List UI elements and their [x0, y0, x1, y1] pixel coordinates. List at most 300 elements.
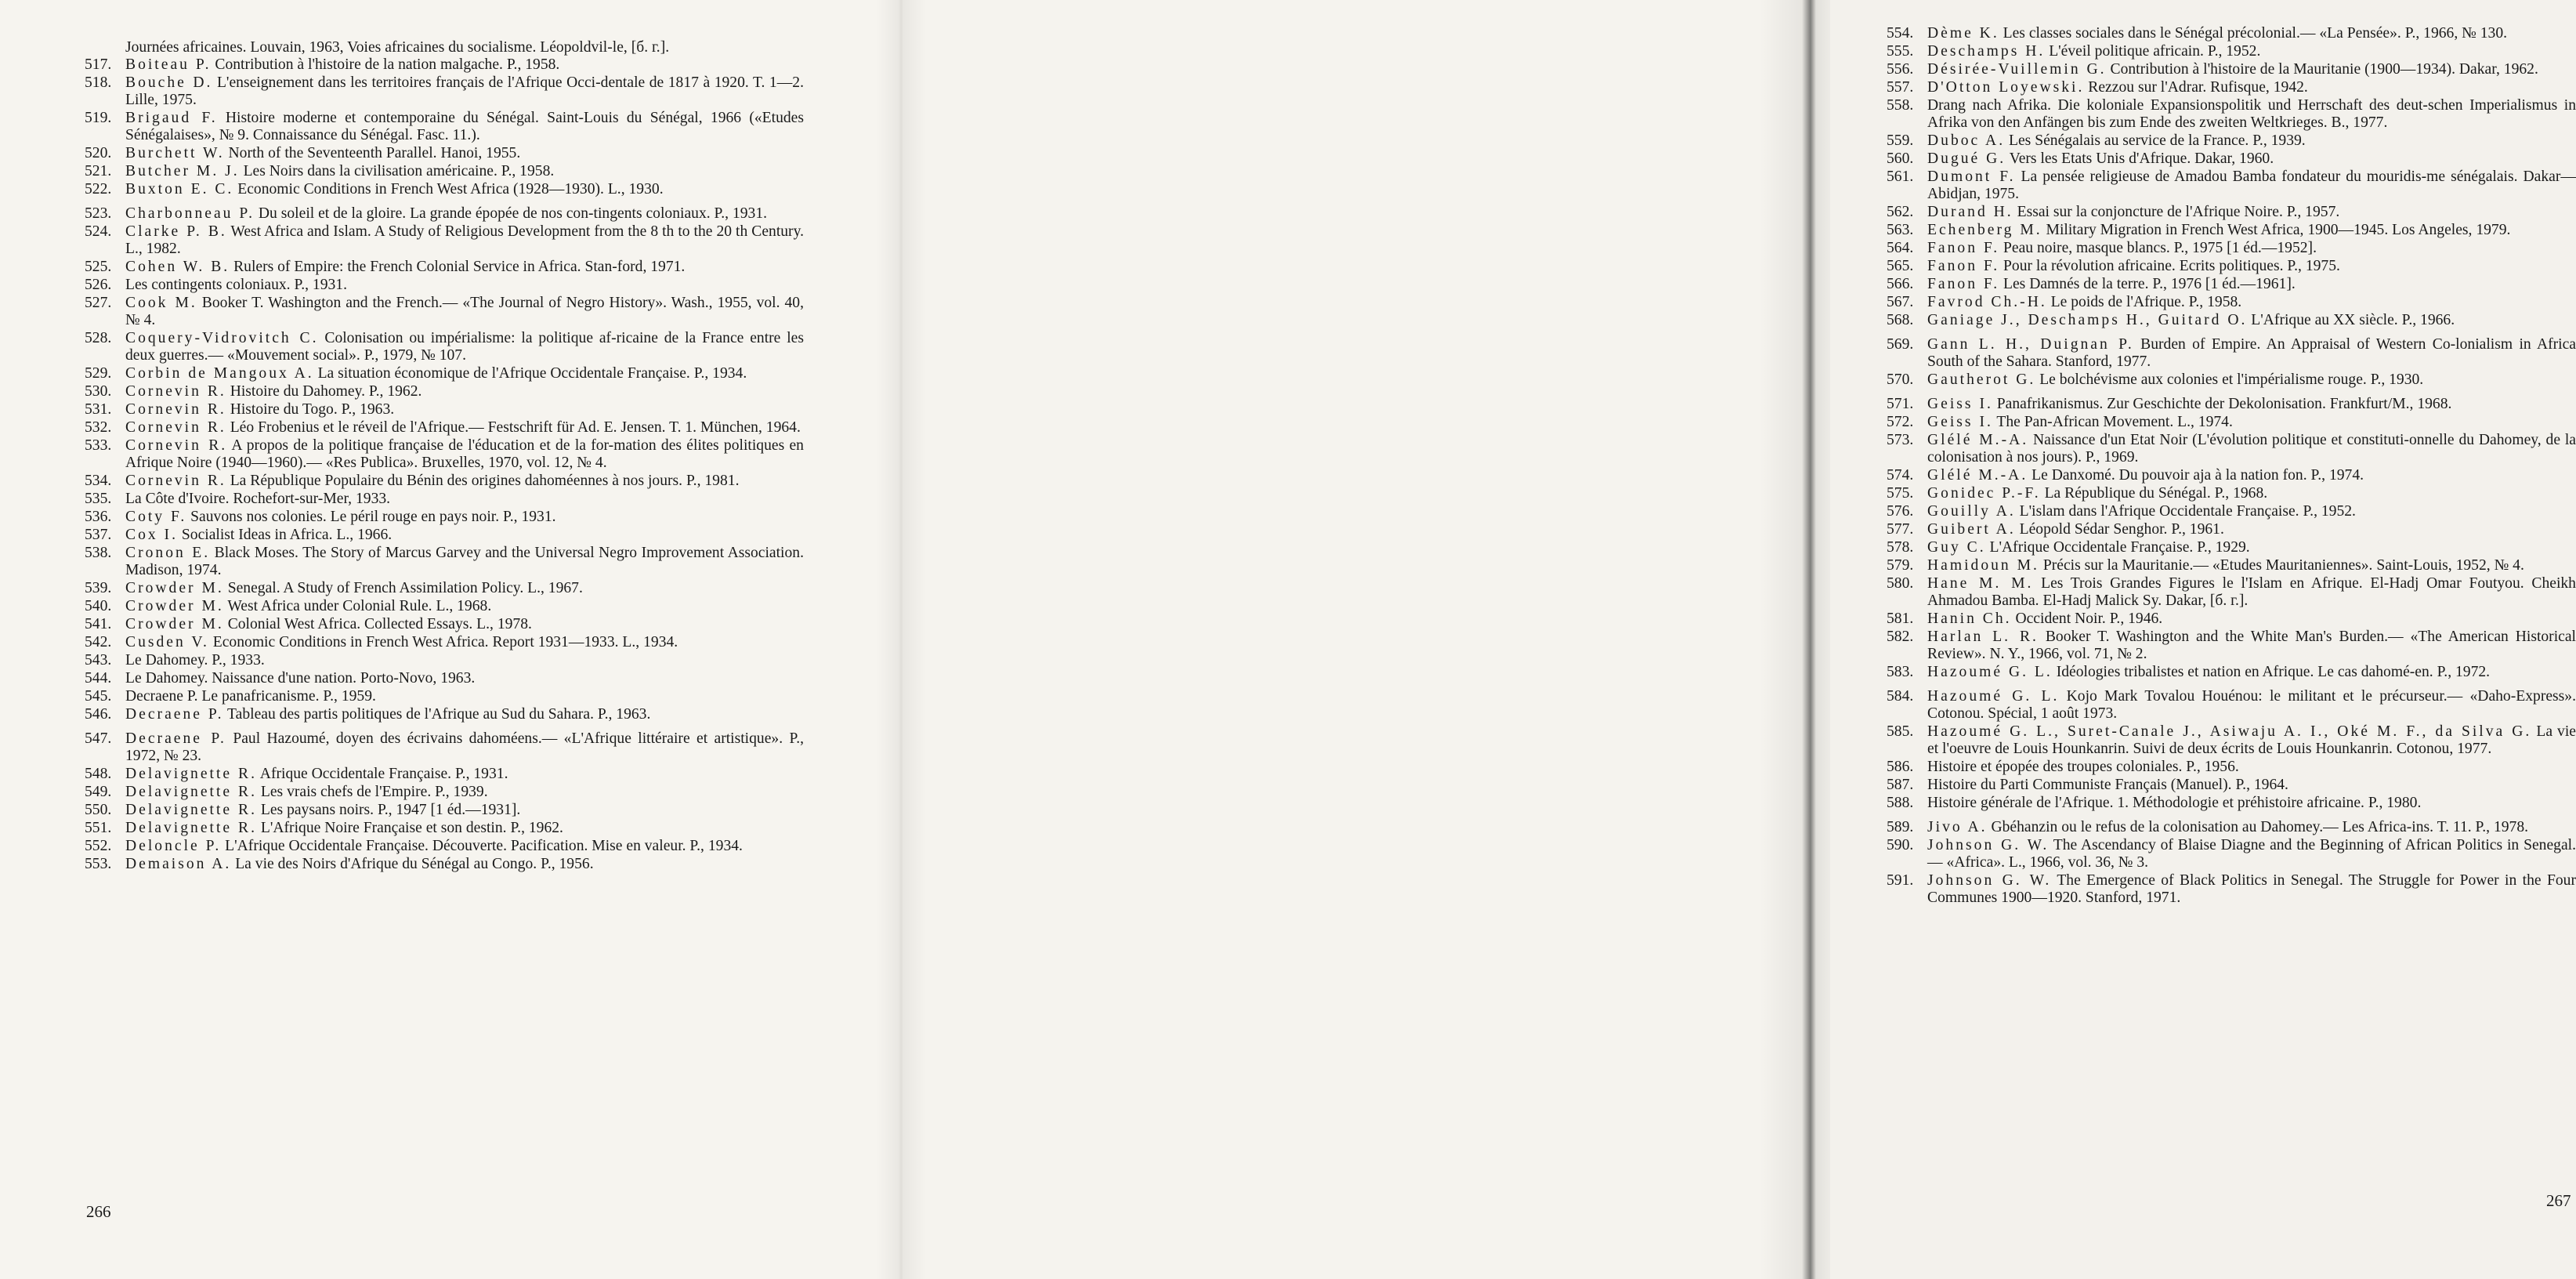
bibliography-entry [1887, 819, 2576, 836]
entry-text: Naissance d'un Etat Noir (L'évolution politique et constituti-onnelle du Dahomey, de la colonisation à nos jours). P., 1969. [1927, 432, 2576, 466]
entry-text: La situation économique de l'Afrique Occidentale Française. P., 1934. [317, 365, 747, 382]
entry-text: Rezzou sur l'Adrar. Rufisque, 1942. [2088, 79, 2308, 96]
bibliography-entry [85, 670, 804, 687]
entry-author: Butcher M. J. [125, 163, 240, 179]
entry-author: Harlan L. R. [1927, 629, 2039, 645]
bibliography-entry [85, 110, 804, 144]
bibliography-entry [85, 856, 804, 873]
bibliography-entry [1887, 759, 2576, 776]
entry-author: Cornevin R. [125, 437, 228, 454]
left-page [0, 0, 901, 1279]
entry-number: 590. [1887, 837, 1914, 853]
entry-text: Les Sénégalais au service de la France. P., 1939. [2009, 132, 2306, 149]
entry-author: Glélé M.-A. [1927, 432, 2029, 448]
entry-author: Glélé M.-A. [1927, 467, 2028, 484]
entry-number: 533. [85, 437, 112, 454]
entry-number: 530. [85, 383, 112, 400]
entry-number: 517. [85, 56, 112, 73]
entry-text: Booker T. Washington and the French.— «The Journal of Negro History». Wash., 1955, vol. 40, № 4. [125, 295, 804, 328]
entry-text: Senegal. A Study of French Assimilation Policy. L., 1967. [227, 580, 583, 596]
bibliography-entry [85, 706, 804, 723]
bibliography-entry [1887, 312, 2576, 329]
entry-number: 520. [85, 145, 112, 161]
bibliography-entry [85, 181, 804, 198]
book-gutter [876, 0, 926, 1279]
bibliography-entry [1887, 837, 2576, 871]
bibliography-entry [85, 223, 804, 258]
entry-number: 546. [85, 706, 112, 723]
entry-number: 589. [1887, 819, 1914, 835]
entry-text: Pour la révolution africaine. Ecrits politiques. P., 1975. [2003, 258, 2340, 274]
entry-number: 518. [85, 74, 112, 91]
entry-text: The Ascendancy of Blaise Diagne and the Beginning of African Politics in Senegal.— «Africa». L., 1966, vol. 36, № 3. [1927, 837, 2576, 871]
entry-text: North of the Seventeenth Parallel. Hanoi, 1955. [228, 145, 521, 161]
entry-author: Corbin de Mangoux A. [125, 365, 314, 382]
bibliography-entry [1887, 61, 2576, 78]
entry-text: Les Trois Grandes Figures le l'Islam en Afrique. El-Hadj Omar Foutyou. Cheikh Ahmadou Bamba. El-Hadj Malick Sy. Dakar, [б. г.]. [1927, 575, 2576, 609]
entry-author: Hazoumé G. L. [1927, 688, 2060, 705]
entry-number: 547. [85, 730, 112, 747]
entry-author: Gouilly A. [1927, 503, 2016, 520]
entry-author: Gann L. H., Duignan P. [1927, 336, 2134, 353]
bibliography-entry [1887, 276, 2576, 293]
entry-text: Occident Noir. P., 1946. [2015, 611, 2163, 627]
entry-number: 586. [1887, 759, 1914, 775]
entry-text: Histoire et épopée des troupes coloniales. P., 1956. [1927, 759, 2239, 775]
entry-author: Burchett W. [125, 145, 225, 161]
entry-text: West Africa and Islam. A Study of Religious Development from the 8 th to the 20 th Century. L., 1982. [125, 223, 805, 257]
entry-author: Ganiage J., Deschamps H., Guitard O. [1927, 312, 2248, 328]
entry-text: Histoire générale de l'Afrique. 1. Méthodologie et préhistoire africaine. P., 1980. [1927, 795, 2422, 811]
entry-number: 557. [1887, 79, 1914, 96]
entry-text: Le Dahomey. Naissance d'une nation. Porto-Novo, 1963. [125, 670, 476, 687]
bibliography-entry [85, 330, 804, 364]
left-bibliography-column [85, 39, 804, 874]
entry-number: 566. [1887, 276, 1914, 292]
entry-text: A propos de la politique française de l'éducation et de la for-mation des élites politiques en Afrique Noire (1940—1960).— «Res Publica». Bruxelles, 1970, vol. 12, № 4. [125, 437, 804, 471]
entry-text: Contribution à l'histoire de la Mauritanie (1900—1934). Dakar, 1962. [2110, 61, 2538, 78]
bibliography-entry [85, 802, 804, 819]
bibliography-entry [85, 419, 804, 437]
entry-text: Essai sur la conjoncture de l'Afrique Noire. P., 1957. [2017, 204, 2340, 220]
entry-author: Hanin Ch. [1927, 611, 2012, 627]
entry-author: Dugué G. [1927, 150, 2006, 167]
entry-text: L'islam dans l'Afrique Occidentale Française. P., 1952. [2019, 503, 2356, 520]
entry-text: Léo Frobenius et le réveil de l'Afrique.— Festschrift für Ad. E. Jensen. T. 1. München, 1964. [230, 419, 801, 436]
bibliography-entry [1887, 414, 2576, 431]
entry-number: 531. [85, 401, 112, 418]
entry-author: Hazoumé G. L. [1927, 664, 2053, 680]
entry-number: 581. [1887, 611, 1914, 627]
entry-number: 563. [1887, 222, 1914, 238]
bibliography-entry [85, 295, 804, 329]
bibliography-entry [85, 205, 804, 223]
entry-author: Durand H. [1927, 204, 2013, 220]
bibliography-entry [1887, 132, 2576, 150]
page-number-right: 267 [2546, 1191, 2571, 1210]
entry-author: Deschamps H. [1927, 43, 2046, 60]
entry-number: 527. [85, 295, 112, 311]
entry-text: L'enseignement dans les territoires français de l'Afrique Occi-dentale de 1817 à 1920. T. 1—2. Lille, 1975. [125, 74, 804, 108]
bibliography-entry [85, 509, 804, 526]
entry-author: Bouche D. [125, 74, 213, 91]
entry-author: Delavignette R. [125, 820, 257, 836]
bibliography-entry [85, 688, 804, 705]
page-edge-shadow [1760, 0, 1830, 1279]
entry-text: The Emergence of Black Politics in Senegal. The Struggle for Power in the Four Communes 1900—1920. Stanford, 1971. [1927, 872, 2576, 906]
entry-number: 544. [85, 670, 112, 687]
bibliography-entry [1887, 294, 2576, 311]
bibliography-entry [85, 473, 804, 490]
bibliography-entry [1887, 664, 2576, 681]
entry-author: Coty F. [125, 509, 187, 525]
entry-text: Les contingents coloniaux. P., 1931. [125, 277, 347, 293]
bibliography-entry [85, 491, 804, 508]
bibliography-entry [1887, 795, 2576, 812]
entry-text: Histoire du Dahomey. P., 1962. [230, 383, 422, 400]
entry-author: Hane M. M. [1927, 575, 2034, 592]
entry-author: Cronon E. [125, 545, 211, 561]
bibliography-entry [1887, 43, 2576, 60]
entry-author: D'Otton Loyewski. [1927, 79, 2085, 96]
entry-number: 576. [1887, 503, 1914, 520]
entry-number: 522. [85, 181, 112, 197]
bibliography-entry [85, 401, 804, 418]
bibliography-entry [85, 527, 804, 544]
continued-entry: Journées africaines. Louvain, 1963, Voies africaines du socialisme. Léopoldvil-le, [б. г.]. [125, 39, 670, 56]
entry-text: Booker T. Washington and the White Man's Burden.— «The American Historical Review». N. Y., 1966, vol. 71, № 2. [1927, 629, 2576, 662]
entry-number: 525. [85, 259, 112, 275]
bibliography-entry [85, 365, 804, 382]
bibliography-entry [1887, 371, 2576, 389]
bibliography-entry [1887, 168, 2576, 203]
entry-number: 582. [1887, 629, 1914, 645]
entry-number: 584. [1887, 688, 1914, 705]
entry-author: Decraene P. [125, 730, 226, 747]
bibliography-entry [1887, 503, 2576, 520]
bibliography-entry [1887, 240, 2576, 257]
entry-text: Economic Conditions in French West Africa (1928—1930). L., 1930. [237, 181, 664, 197]
entry-number: 539. [85, 580, 112, 596]
bibliography-entry [1887, 258, 2576, 275]
entry-author: Demaison A. [125, 856, 232, 872]
bibliography-entry [1887, 629, 2576, 663]
entry-number: 556. [1887, 61, 1914, 78]
page-number-left: 266 [86, 1202, 111, 1221]
entry-author: Decraene P. [125, 706, 224, 723]
entry-number: 568. [1887, 312, 1914, 328]
entry-number: 551. [85, 820, 112, 836]
entry-author: Cox I. [125, 527, 178, 543]
entry-text: Burden of Empire. An Appraisal of Western Co-lonialism in Africa South of the Sahara. Stanford, 1977. [1927, 336, 2576, 370]
entry-number: 523. [85, 205, 112, 222]
entry-text: Précis sur la Mauritanie.— «Etudes Mauritaniennes». Saint-Louis, 1952, № 4. [2042, 557, 2524, 574]
bibliography-entry [85, 634, 804, 651]
entry-number: 558. [1887, 97, 1914, 114]
bibliography-entry [1887, 150, 2576, 168]
entry-text: Léopold Sédar Senghor. P., 1961. [2019, 521, 2224, 538]
entry-number: 541. [85, 616, 112, 632]
entry-number: 537. [85, 527, 112, 543]
entry-number: 553. [85, 856, 112, 872]
entry-text: La Côte d'Ivoire. Rochefort-sur-Mer, 1933. [125, 491, 391, 507]
entry-author: Deloncle P. [125, 838, 222, 854]
entry-text: Le bolchévisme aux colonies et l'impérialisme rouge. P., 1930. [2039, 371, 2424, 388]
bibliography-entry [1887, 688, 2576, 723]
entry-text: L'éveil politique africain. P., 1952. [2049, 43, 2261, 60]
entry-text: Du soleil et de la gloire. La grande épopée de nos con-tingents coloniaux. P., 1931. [258, 205, 768, 222]
entry-text: Vers les Etats Unis d'Afrique. Dakar, 1960. [2009, 150, 2274, 167]
entry-number: 588. [1887, 795, 1914, 811]
bibliography-entry [85, 259, 804, 276]
entry-author: Delavignette R. [125, 784, 257, 800]
entry-author: Boiteau P. [125, 56, 212, 73]
bibliography-entry [85, 145, 804, 162]
entry-author: Dème K. [1927, 25, 1999, 42]
entry-number: 560. [1887, 150, 1914, 167]
entry-number: 578. [1887, 539, 1914, 556]
entry-author: Cohen W. B. [125, 259, 230, 275]
entry-author: Johnson G. W. [1927, 872, 2052, 889]
bibliography-entry [85, 56, 804, 74]
bibliography-entry [85, 163, 804, 180]
entry-number: 567. [1887, 294, 1914, 310]
bibliography-entry [1887, 79, 2576, 96]
left-entry-list [85, 56, 804, 873]
entry-author: Jivo A. [1927, 819, 1988, 835]
bibliography-entry [1887, 336, 2576, 371]
entry-text: Drang nach Afrika. Die koloniale Expansionspolitik und Herrschaft des deut-schen Imperialismus in Afrika von den Anfängen bis zum Ende des zweiten Weltkrieges. B., 1977. [1927, 97, 2576, 131]
entry-number: 542. [85, 634, 112, 650]
bibliography-entry [85, 74, 804, 109]
entry-number: 519. [85, 110, 112, 126]
entry-author: Fanon F. [1927, 240, 2000, 256]
entry-text: Sauvons nos colonies. Le péril rouge en pays noir. P., 1931. [190, 509, 556, 525]
entry-text: Economic Conditions in French West Africa. Report 1931—1933. L., 1934. [212, 634, 678, 650]
entry-number: 526. [85, 277, 112, 293]
entry-author: Duboc A. [1927, 132, 2006, 149]
entry-number: 565. [1887, 258, 1914, 274]
entry-text: Le Danxomé. Du pouvoir aja à la nation fon. P., 1974. [2031, 467, 2364, 484]
entry-text: Afrique Occidentale Française. P., 1931. [259, 766, 508, 782]
entry-number: 554. [1887, 25, 1914, 42]
entry-text: Les paysans noirs. P., 1947 [1 éd.—1931]. [260, 802, 521, 818]
entry-author: Cornevin R. [125, 419, 226, 436]
entry-text: Les vrais chefs de l'Empire. P., 1939. [260, 784, 488, 800]
entry-number: 572. [1887, 414, 1914, 430]
bibliography-entry [1887, 575, 2576, 610]
entry-author: Cornevin R. [125, 473, 226, 489]
entry-number: 552. [85, 838, 112, 854]
entry-number: 571. [1887, 396, 1914, 412]
bibliography-entry [1887, 204, 2576, 221]
entry-number: 549. [85, 784, 112, 800]
entry-number: 524. [85, 223, 112, 240]
entry-text: La République Populaire du Bénin des origines dahoméennes à nos jours. P., 1981. [230, 473, 740, 489]
bibliography-entry [1887, 539, 2576, 556]
entry-number: 521. [85, 163, 112, 179]
entry-author: Coquery-Vidrovitch C. [125, 330, 319, 346]
bibliography-entry [1887, 396, 2576, 413]
entry-author: Charbonneau P. [125, 205, 255, 222]
entry-author: Hazoumé G. L., Suret-Canale J., Asiwaju A. I., Oké M. F., da Silva G. [1927, 723, 2532, 740]
entry-text: Idéologies tribalistes et nation en Afrique. Le cas dahomé-en. P., 1972. [2056, 664, 2491, 680]
entry-author: Guibert A. [1927, 521, 2016, 538]
entry-author: Favrod Ch.-H. [1927, 294, 2047, 310]
entry-author: Guy C. [1927, 539, 1986, 556]
entry-number: 532. [85, 419, 112, 436]
entry-author: Cornevin R. [125, 383, 226, 400]
entry-number: 538. [85, 545, 112, 561]
entry-author: Clarke P. B. [125, 223, 227, 240]
entry-text: Contribution à l'histoire de la nation malgache. P., 1958. [215, 56, 560, 73]
bibliography-entry [1887, 25, 2576, 42]
entry-number: 564. [1887, 240, 1914, 256]
entry-number: 580. [1887, 575, 1914, 592]
bibliography-entry [85, 616, 804, 633]
entry-text: The Pan-African Movement. L., 1974. [1996, 414, 2233, 430]
entry-number: 591. [1887, 872, 1914, 889]
entry-text: La pensée religieuse de Amadou Bamba fondateur du mouridis-me sénégalais. Dakar—Abidjan, 1975. [1927, 168, 2576, 202]
entry-author: Echenberg M. [1927, 222, 2042, 238]
entry-text: Panafrikanismus. Zur Geschichte der Dekolonisation. Frankfurt/M., 1968. [1996, 396, 2452, 412]
entry-text: Rulers of Empire: the French Colonial Service in Africa. Stan-ford, 1971. [233, 259, 686, 275]
bibliography-entry [85, 820, 804, 837]
entry-text: L'Afrique Occidentale Française. P., 1929. [1989, 539, 2250, 556]
entry-text: West Africa under Colonial Rule. L., 1968. [227, 598, 492, 614]
entry-number: 579. [1887, 557, 1914, 574]
entry-author: Crowder M. [125, 616, 224, 632]
entry-text: Socialist Ideas in Africa. L., 1966. [181, 527, 393, 543]
entry-number: 528. [85, 330, 112, 346]
bibliography-entry [85, 784, 804, 801]
bibliography-entry [1887, 432, 2576, 466]
bibliography-entry [1887, 521, 2576, 538]
entry-number: 574. [1887, 467, 1914, 484]
entry-author: Buxton E. C. [125, 181, 234, 197]
bibliography-entry [1887, 777, 2576, 794]
entry-number: 587. [1887, 777, 1914, 793]
entry-text: Colonisation ou impérialisme: la politique af-ricaine de la France entre les deux guerres.— «Mouvement social». P., 1979, № 107. [125, 330, 804, 364]
bibliography-entry [85, 277, 804, 294]
entry-text: Histoire du Parti Communiste Français (Manuel). P., 1964. [1927, 777, 2288, 793]
bibliography-entry [1887, 97, 2576, 132]
entry-text: La République du Sénégal. P., 1968. [2044, 485, 2268, 502]
bibliography-entry [1887, 557, 2576, 574]
bibliography-entry [1887, 872, 2576, 907]
bibliography-entry [85, 652, 804, 669]
entry-number: 529. [85, 365, 112, 382]
entry-author: Delavignette R. [125, 802, 257, 818]
entry-text: Decraene P. Le panafricanisme. P., 1959. [125, 688, 376, 705]
entry-author: Désirée-Vuillemin G. [1927, 61, 2107, 78]
entry-text: Paul Hazoumé, doyen des écrivains dahoméens.— «L'Afrique littéraire et artistique». P., 1972, № 23. [125, 730, 804, 764]
entry-text: Les Damnés de la terre. P., 1976 [1 éd.—1961]. [2003, 276, 2296, 292]
entry-text: La vie des Noirs d'Afrique du Sénégal au Congo. P., 1956. [235, 856, 594, 872]
bibliography-entry [1887, 723, 2576, 758]
bibliography-entry [85, 838, 804, 855]
bibliography-entry [85, 730, 804, 765]
entry-author: Johnson G. W. [1927, 837, 2050, 853]
entry-author: Cusden V. [125, 634, 209, 650]
bibliography-entry [1887, 485, 2576, 502]
bibliography-entry [85, 766, 804, 783]
entry-number: 569. [1887, 336, 1914, 353]
entry-text: Gbéhanzin ou le refus de la colonisation au Dahomey.— Les Africa-ins. T. 11. P., 1978. [1991, 819, 2529, 835]
bibliography-entry [85, 598, 804, 615]
entry-text: Black Moses. The Story of Marcus Garvey and the Universal Negro Improvement Association. Madison, 1974. [125, 545, 804, 578]
entry-number: 562. [1887, 204, 1914, 220]
bibliography-entry [85, 545, 804, 579]
bibliography-entry [1887, 611, 2576, 628]
entry-number: 575. [1887, 485, 1914, 502]
entry-text: L'Afrique au XX siècle. P., 1966. [2251, 312, 2455, 328]
right-page [901, 0, 2576, 1279]
entry-number: 545. [85, 688, 112, 705]
entry-text: Military Migration in French West Africa, 1900—1945. Los Angeles, 1979. [2046, 222, 2511, 238]
entry-text: Colonial West Africa. Collected Essays. L., 1978. [227, 616, 532, 632]
entry-number: 535. [85, 491, 112, 507]
entry-number: 583. [1887, 664, 1914, 680]
entry-number: 543. [85, 652, 112, 668]
entry-number: 540. [85, 598, 112, 614]
entry-number: 561. [1887, 168, 1914, 185]
entry-text: Les classes sociales dans le Sénégal précolonial.— «La Pensée». P., 1966, № 130. [2003, 25, 2508, 42]
entry-number: 577. [1887, 521, 1914, 538]
entry-author: Brigaud F. [125, 110, 218, 126]
entry-number: 559. [1887, 132, 1914, 149]
entry-text: La vie et l'oeuvre de Louis Hounkanrin. Suivi de deux écrits de Louis Hounkanrin. Cotonou, 1977. [1927, 723, 2576, 757]
entry-author: Cornevin R. [125, 401, 226, 418]
entry-number: 548. [85, 766, 112, 782]
bibliography-entry [85, 580, 804, 597]
entry-text: L'Afrique Occidentale Française. Découverte. Pacification. Mise en valeur. P., 1934. [225, 838, 743, 854]
entry-author: Delavignette R. [125, 766, 257, 782]
entry-author: Hamidoun M. [1927, 557, 2039, 574]
entry-author: Crowder M. [125, 580, 224, 596]
entry-author: Geiss I. [1927, 414, 1993, 430]
entry-author: Cook M. [125, 295, 197, 311]
right-bibliography-column [1887, 25, 2576, 908]
entry-text: Tableau des partis politiques de l'Afrique au Sud du Sahara. P., 1963. [227, 706, 651, 723]
entry-number: 550. [85, 802, 112, 818]
entry-author: Fanon F. [1927, 276, 2000, 292]
entry-text: Le Dahomey. P., 1933. [125, 652, 265, 668]
bibliography-entry [1887, 222, 2576, 239]
entry-text: Les Noirs dans la civilisation américaine. P., 1958. [243, 163, 555, 179]
bibliography-entry [85, 383, 804, 400]
entry-number: 570. [1887, 371, 1914, 388]
right-entry-list [1887, 25, 2576, 907]
entry-author: Crowder M. [125, 598, 224, 614]
entry-author: Gautherot G. [1927, 371, 2036, 388]
entry-text: Le poids de l'Afrique. P., 1958. [2050, 294, 2242, 310]
entry-author: Gonidec P.-F. [1927, 485, 2041, 502]
entry-number: 536. [85, 509, 112, 525]
entry-text: Kojo Mark Tovalou Houénou: le militant et le précurseur.— «Daho-Express». Cotonou. Spécial, 1 août 1973. [1927, 688, 2576, 722]
entry-number: 573. [1887, 432, 1914, 448]
bibliography-entry [1887, 467, 2576, 484]
entry-number: 534. [85, 473, 112, 489]
entry-text: Peau noire, masque blancs. P., 1975 [1 éd.—1952]. [2003, 240, 2317, 256]
entry-author: Geiss I. [1927, 396, 1993, 412]
bibliography-entry [85, 437, 804, 472]
entry-text: L'Afrique Noire Française et son destin. P., 1962. [260, 820, 563, 836]
entry-number: 585. [1887, 723, 1914, 740]
entry-text: Histoire du Togo. P., 1963. [230, 401, 395, 418]
entry-text: Histoire moderne et contemporaine du Sénégal. Saint-Louis du Sénégal, 1966 («Etudes Sénégalaises», № 9. Connaissance du Sénégal. Fasc. 11.). [125, 110, 804, 143]
entry-author: Fanon F. [1927, 258, 2000, 274]
